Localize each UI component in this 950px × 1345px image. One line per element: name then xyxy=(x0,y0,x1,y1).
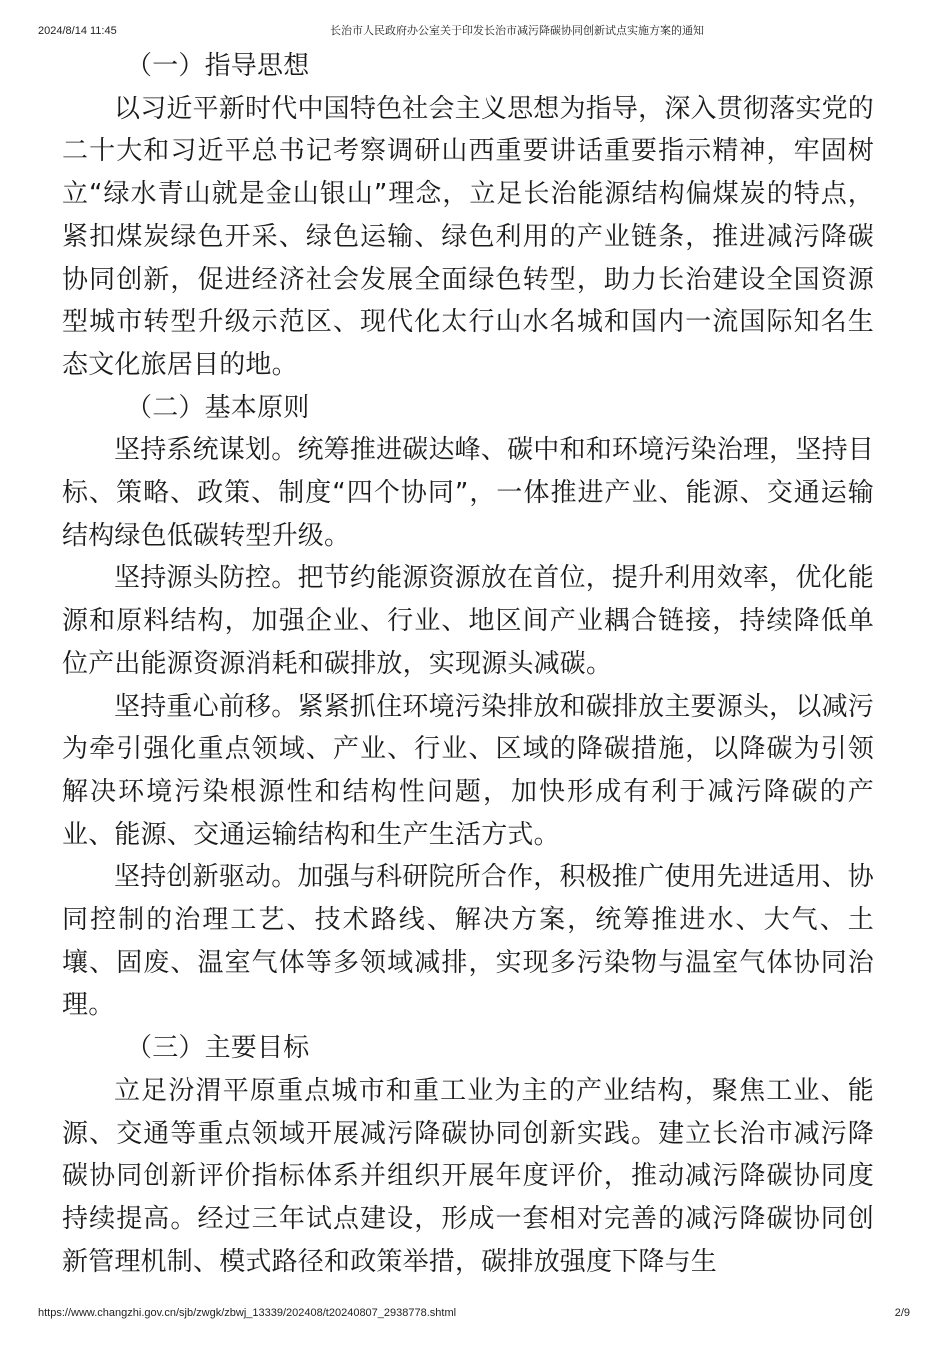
section-heading-guiding-ideology: （一）指导思想 xyxy=(126,51,310,81)
page-header-title: 长治市人民政府办公室关于印发长治市减污降碳协同创新试点实施方案的通知 xyxy=(330,25,704,37)
page-url: https://www.changzhi.gov.cn/sjb/zwgk/zbwj_13339/202408/t20240807_2938778.shtml xyxy=(38,1307,457,1319)
print-datetime: 2024/8/14 11:45 xyxy=(38,25,117,37)
paragraph-focus-forward: 坚持重心前移。紧紧抓住环境污染排放和碳排放主要源头，以减污为牵引强化重点领域、产业、行业、区域的降碳措施，以降碳为引领解决环境污染根源性和结构性问题，加快形成有利于减污降碳的产业、能源、交通运输结构和生产生活方式。 xyxy=(62,691,874,850)
document-body xyxy=(62,45,874,1283)
page-number: 2/9 xyxy=(894,1307,910,1319)
section-heading-main-goals: （三）主要目标 xyxy=(126,1033,310,1064)
paragraph-main-goals: 立足汾渭平原重点城市和重工业为主的产业结构，聚焦工业、能源、交通等重点领域开展减污降碳协同创新实践。建立长治市减污降碳协同创新评价指标体系并组织开展年度评价，推动减污降碳协同度持续提高。经过三年试点建设，形成一套相对完善的减污降碳协同创新管理机制、模式路径和政策举措，碳排放强度下降与生 xyxy=(62,1075,874,1277)
section-heading-basic-principles: （二）基本原则 xyxy=(126,392,310,423)
paragraph-source-control: 坚持源头防控。把节约能源资源放在首位，提升利用效率，优化能源和原料结构，加强企业、行业、地区间产业耦合链接，持续降低单位产出能源资源消耗和碳排放，实现源头减碳。 xyxy=(62,563,874,679)
paragraph-system-planning: 坚持系统谋划。统筹推进碳达峰、碳中和和环境污染治理，坚持目标、策略、政策、制度“四个协同”，一体推进产业、能源、交通运输结构绿色低碳转型升级。 xyxy=(62,435,874,551)
paragraph-innovation-driven: 坚持创新驱动。加强与科研院所合作，积极推广使用先进适用、协同控制的治理工艺、技术路线、解决方案，统筹推进水、大气、土壤、固废、温室气体等多领域减排，实现多污染物与温室气体协同治理。 xyxy=(62,862,874,1021)
paragraph-guiding-ideology: 以习近平新时代中国特色社会主义思想为指导，深入贯彻落实党的二十大和习近平总书记考察调研山西重要讲话重要指示精神，牢固树立“绿水青山就是金山银山”理念，立足长治能源结构偏煤炭的特点，紧扣煤炭绿色开采、绿色运输、绿色利用的产业链条，推进减污降碳协同创新，促进经济社会发展全面绿色转型，助力长治建设全国资源型城市转型升级示范区、现代化太行山水名城和国内一流国际知名生态文化旅居目的地。 xyxy=(62,93,874,380)
